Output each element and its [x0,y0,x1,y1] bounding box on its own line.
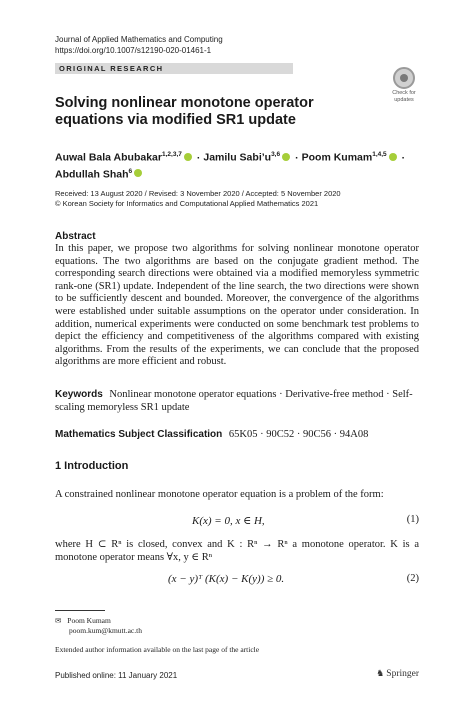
equation-1-number: (1) [406,514,419,525]
badge-label-1: Check for [392,90,416,96]
orcid-icon[interactable] [134,169,142,177]
keywords-text: Nonlinear monotone operator equations · Derivative-free method · Self-scaling memoryless SR1 update [55,389,413,413]
corresponding-author [55,616,142,636]
corresponding-email[interactable]: poom.kum@kmutt.ac.th [69,626,142,635]
published-date: Published online: 11 January 2021 [55,671,178,680]
footnote-divider [55,610,105,611]
envelope-icon: ✉ [55,616,62,625]
doi-link[interactable]: https://doi.org/10.1007/s12190-020-01461-1 [55,46,212,55]
paper-title: Solving nonlinear monotone operator equations via modified SR1 update [55,95,314,128]
equation-2: (x − y)ᵀ (K(x) − K(y)) ≥ 0. [168,573,285,585]
abstract-text: In this paper, we propose two algorithms for solving nonlinear monotone operator equations. The two algorithms are based on the conjugate gradient method. The corresponding search directions were obtained via a modified memoryless symmetric rank-one (SR1) update. Independent of the line search, the two directions were shown to be sufficiently descent and bounded. Moreover, the convergence of the algorithms were established under suitable assumptions on the operator under consideration. In addition, numerical experiments were conducted on some benchmark test problems to depict the efficiency and competitiveness of the algorithms compared with existing algorithms. From the results of the experiments, we can conclude that the proposed algorithms are more efficient and robust. [55,243,419,368]
check-for-updates-badge[interactable] [389,67,419,103]
author-affil: 3,6 [271,151,281,158]
publisher-logo [376,669,419,679]
author-affil: 6 [128,167,133,175]
badge-label-2: updates [394,97,414,103]
separator: · [401,151,406,164]
separator: · [196,151,201,164]
extended-info-note: Extended author information available on the last page of the article [55,645,260,654]
section-label: ORIGINAL RESEARCH [59,64,164,73]
journal-name: Journal of Applied Mathematics and Computing [55,35,223,44]
msc-label: Mathematics Subject Classification [55,429,223,440]
copyright: © Korean Society for Informatics and Computational Applied Mathematics 2021 [55,199,319,208]
msc-classification [55,428,419,441]
abstract-heading: Abstract [55,231,96,242]
author-list [55,148,415,181]
dates-received: Received: 13 August 2020 / Revised: 3 November 2020 / Accepted: 5 November 2020 [55,189,341,198]
journal-header [55,34,223,56]
equation-1: K(x) = 0, x ∈ H, [192,515,265,527]
dates-block [55,189,341,209]
keywords-label: Keywords [55,389,103,400]
keywords [55,388,419,414]
author-name: Jamilu Sabi’u [203,151,272,164]
orcid-icon[interactable] [389,153,397,161]
author-name: Auwal Bala Abubakar [55,151,162,164]
author-affil: 1,2,3,7 [161,151,182,158]
msc-text: 65K05 · 90C52 · 90C56 · 94A08 [228,429,369,440]
section-bar [55,63,293,74]
publisher-name: Springer [386,669,419,679]
author-name: Poom Kumam [301,151,373,164]
equation-2-number: (2) [406,573,419,584]
springer-horse-icon: ♞ [376,669,385,679]
author-affil: 1,4,5 [372,151,387,158]
intro-paragraph-2: where H ⊂ Rⁿ is closed, convex and K : Rⁿ → Rⁿ a monotone operator. K is a monotone operator means ∀x, y ∈ Rⁿ [55,539,419,563]
section-heading: 1 Introduction [55,460,129,472]
corresponding-name: Poom Kumam [67,616,111,625]
intro-paragraph-1: A constrained nonlinear monotone operator equation is a problem of the form: [55,489,384,500]
orcid-icon[interactable] [282,153,290,161]
check-updates-icon [393,67,415,89]
author-name: Abdullah Shah [55,168,129,180]
orcid-icon[interactable] [184,153,192,161]
separator: · [295,151,299,164]
